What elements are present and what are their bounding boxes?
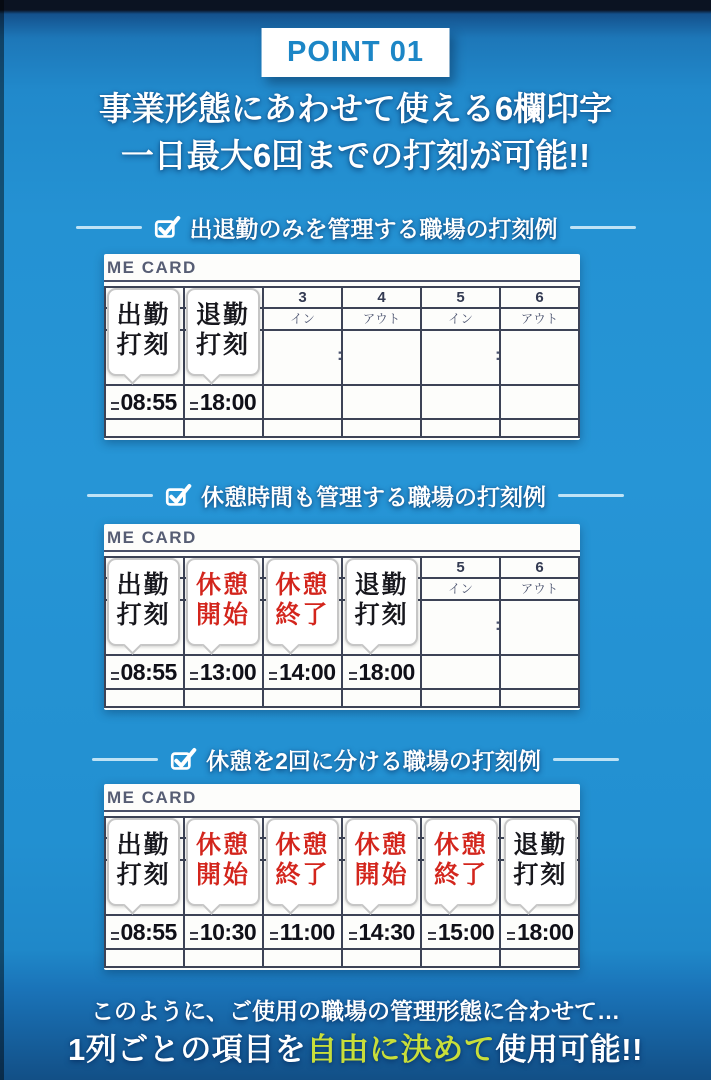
bottom-row-cell — [185, 690, 262, 706]
timecard-brand: ME CARD — [104, 784, 580, 812]
column-body-cell — [264, 861, 341, 916]
bottom-row-cell — [501, 950, 578, 966]
title-rule-left — [92, 758, 158, 761]
section-title-text: 休憩時間も管理する職場の打刻例 — [201, 483, 546, 510]
timecard-column — [343, 558, 422, 706]
bubble-line1: 退勤 — [354, 571, 409, 599]
timecard-column — [422, 818, 501, 966]
timecard-brand: ME CARD — [104, 524, 580, 552]
bottom-row-cell — [343, 690, 420, 706]
column-number — [106, 558, 183, 579]
footer-line2-post: 使用可能!! — [495, 1032, 643, 1067]
stamp-time-value: 08:55 — [120, 389, 177, 415]
time-row-cell — [422, 916, 499, 950]
bottom-row-cell — [343, 420, 420, 436]
column-inout-label — [185, 579, 262, 601]
column-number — [264, 558, 341, 579]
column-body-cell — [185, 601, 262, 656]
time-row-cell — [106, 656, 183, 690]
time-row-cell — [501, 916, 578, 950]
section-title-2 — [0, 478, 711, 512]
timecard-column — [501, 818, 578, 966]
timecard-column — [264, 558, 343, 706]
column-number — [501, 818, 578, 839]
timecard-column — [185, 288, 264, 436]
column-number — [264, 818, 341, 839]
stamp-time-value: 14:00 — [279, 659, 336, 685]
timecard-column — [495, 558, 578, 706]
time-row-cell — [185, 386, 262, 420]
stamp-time-value: 08:55 — [120, 659, 177, 685]
column-number: 5 — [422, 288, 499, 309]
column-body-cell — [185, 331, 262, 386]
bubble-line2: 打刻 — [116, 331, 171, 359]
column-inout-label — [501, 839, 578, 861]
bottom-row-cell — [106, 950, 183, 966]
time-row-cell — [185, 656, 262, 690]
section-title-3 — [0, 742, 711, 776]
bubble-line2: 終了 — [275, 601, 330, 629]
bubble-line2: 打刻 — [116, 861, 171, 889]
title-rule-right — [558, 494, 624, 497]
bubble-line1: 休憩 — [275, 571, 330, 599]
column-inout-label: イン — [264, 309, 341, 331]
stamp-time-value: 18:00 — [199, 389, 257, 415]
checkbox-icon — [165, 483, 192, 507]
timecard-column — [264, 818, 343, 966]
time-row-cell — [422, 386, 499, 420]
footer-line2-highlight: 自由に決めて — [306, 1032, 496, 1067]
stamp-time-value: 13:00 — [199, 659, 257, 685]
timecard-grid — [104, 286, 580, 438]
footer-line2-pre: 1列ごとの項目を — [68, 1032, 307, 1067]
column-inout-label — [106, 839, 183, 861]
timecard-column — [495, 288, 578, 436]
timecard-grid — [104, 556, 580, 708]
bottom-row-cell — [264, 420, 341, 436]
checkbox-icon — [154, 215, 181, 239]
column-body-cell — [337, 331, 420, 386]
column-body-cell — [495, 331, 578, 386]
column-inout-label — [343, 839, 420, 861]
column-body-cell — [264, 331, 341, 386]
footer-line2 — [0, 1024, 711, 1069]
timecard-example-3 — [104, 784, 580, 970]
timecard-column — [422, 288, 501, 436]
timecard-column — [106, 818, 185, 966]
column-body-cell — [422, 861, 499, 916]
stamp-time-value: 18:00 — [358, 659, 415, 685]
bubble-line2: 打刻 — [195, 331, 250, 359]
column-body-cell — [501, 861, 578, 916]
timecard-example-1 — [104, 254, 580, 440]
bottom-row-cell — [185, 420, 262, 436]
column-body-cell — [422, 331, 499, 386]
timecard-brand: ME CARD — [104, 254, 580, 282]
stamp-time-value: 10:30 — [199, 919, 257, 945]
time-row-cell — [343, 386, 420, 420]
column-body-cell — [422, 601, 499, 656]
bottom-row-cell — [264, 950, 341, 966]
checkbox-icon — [170, 747, 197, 771]
column-inout-label: イン — [422, 309, 499, 331]
timecard-column — [343, 818, 422, 966]
bubble-line2: 打刻 — [513, 861, 568, 889]
bubble-line2: 開始 — [354, 861, 409, 889]
timecard-column — [185, 818, 264, 966]
time-row-cell — [501, 656, 578, 690]
column-inout-label: アウト — [501, 579, 578, 601]
bottom-row-cell — [106, 420, 183, 436]
column-number — [106, 818, 183, 839]
footer-line1: このように、ご使用の職場の管理形態に合わせて… — [91, 998, 620, 1024]
column-inout-label — [106, 579, 183, 601]
column-inout-label: アウト — [501, 309, 578, 331]
title-rule-left — [76, 226, 142, 229]
column-body-cell — [343, 601, 420, 656]
timecard-column — [337, 288, 422, 436]
stamp-time-value: 18:00 — [517, 919, 574, 945]
bubble-line1: 出勤 — [116, 831, 171, 859]
time-row-cell — [264, 656, 341, 690]
title-rule-right — [553, 758, 619, 761]
bottom-row-cell — [422, 950, 499, 966]
point-badge-label: POINT 01 — [287, 36, 424, 68]
time-row-cell — [501, 386, 578, 420]
stamp-time-value: 08:55 — [120, 919, 177, 945]
bubble-line1: 退勤 — [513, 831, 568, 859]
column-number — [185, 818, 262, 839]
column-inout-label — [264, 839, 341, 861]
time-row-cell — [106, 386, 183, 420]
column-number: 3 — [264, 288, 341, 309]
title-rule-right — [570, 226, 636, 229]
bubble-line1: 出勤 — [116, 571, 171, 599]
bottom-row-cell — [106, 690, 183, 706]
column-number — [185, 558, 262, 579]
bottom-row-cell — [501, 420, 578, 436]
timecard-column — [264, 288, 343, 436]
page-title-line1: 事業形態にあわせて使える6欄印字 — [98, 90, 613, 127]
section-title-text: 出退勤のみを管理する職場の打刻例 — [189, 215, 558, 242]
time-row-cell — [264, 916, 341, 950]
bubble-line1: 休憩 — [195, 571, 250, 599]
bottom-row-cell — [185, 950, 262, 966]
timecard-column — [422, 558, 501, 706]
column-number — [343, 818, 420, 839]
bubble-line1: 休憩 — [354, 831, 409, 859]
bubble-line1: 休憩 — [275, 831, 330, 859]
column-body-cell — [106, 331, 183, 386]
column-number: 6 — [501, 558, 578, 579]
bottom-row-cell — [343, 950, 420, 966]
column-number: 6 — [501, 288, 578, 309]
column-body-cell — [106, 601, 183, 656]
column-body-cell — [185, 861, 262, 916]
timecard-column — [106, 558, 185, 706]
column-number — [185, 288, 262, 309]
column-inout-label: アウト — [343, 309, 420, 331]
colon-mark: : — [495, 345, 501, 364]
title-rule-left — [87, 494, 153, 497]
timecard-example-2 — [104, 524, 580, 710]
bubble-line2: 終了 — [433, 861, 488, 889]
stamp-time-value: 14:30 — [358, 919, 415, 945]
column-inout-label — [106, 309, 183, 331]
column-inout-label — [185, 839, 262, 861]
column-body-cell — [264, 601, 341, 656]
bubble-line1: 休憩 — [433, 831, 488, 859]
point-badge — [261, 28, 450, 77]
column-body-cell — [495, 601, 578, 656]
column-inout-label — [343, 579, 420, 601]
section-title-text: 休憩を2回に分ける職場の打刻例 — [206, 747, 541, 774]
bubble-line1: 出勤 — [116, 301, 171, 329]
section-title-1 — [0, 210, 711, 244]
time-row-cell — [185, 916, 262, 950]
time-row-cell — [343, 656, 420, 690]
column-inout-label — [422, 839, 499, 861]
time-row-cell — [343, 916, 420, 950]
colon-mark: : — [337, 345, 343, 364]
column-number — [422, 818, 499, 839]
bubble-line1: 休憩 — [195, 831, 250, 859]
column-number — [343, 558, 420, 579]
page-title-line2: 一日最大6回までの打刻が可能!! — [120, 136, 591, 174]
page-title — [0, 86, 711, 180]
stamp-time-value: 11:00 — [279, 919, 335, 945]
timecard-grid — [104, 816, 580, 968]
timecard-column — [185, 558, 264, 706]
bottom-row-cell — [501, 690, 578, 706]
bottom-row-cell — [264, 690, 341, 706]
bubble-line2: 終了 — [275, 861, 330, 889]
column-number: 5 — [422, 558, 499, 579]
bottom-row-cell — [422, 690, 499, 706]
colon-mark: : — [495, 615, 501, 634]
time-row-cell — [422, 656, 499, 690]
stamp-time-value: 15:00 — [437, 919, 495, 945]
bubble-line2: 開始 — [195, 601, 250, 629]
time-row-cell — [106, 916, 183, 950]
column-inout-label — [185, 309, 262, 331]
column-number — [106, 288, 183, 309]
bottom-row-cell — [422, 420, 499, 436]
column-body-cell — [106, 861, 183, 916]
column-number: 4 — [343, 288, 420, 309]
bubble-line1: 退勤 — [195, 301, 250, 329]
column-inout-label: イン — [422, 579, 499, 601]
bubble-line2: 打刻 — [354, 601, 409, 629]
bubble-line2: 開始 — [195, 861, 250, 889]
bubble-line2: 打刻 — [116, 601, 171, 629]
timecard-column — [106, 288, 185, 436]
column-inout-label — [264, 579, 341, 601]
time-row-cell — [264, 386, 341, 420]
column-body-cell — [343, 861, 420, 916]
